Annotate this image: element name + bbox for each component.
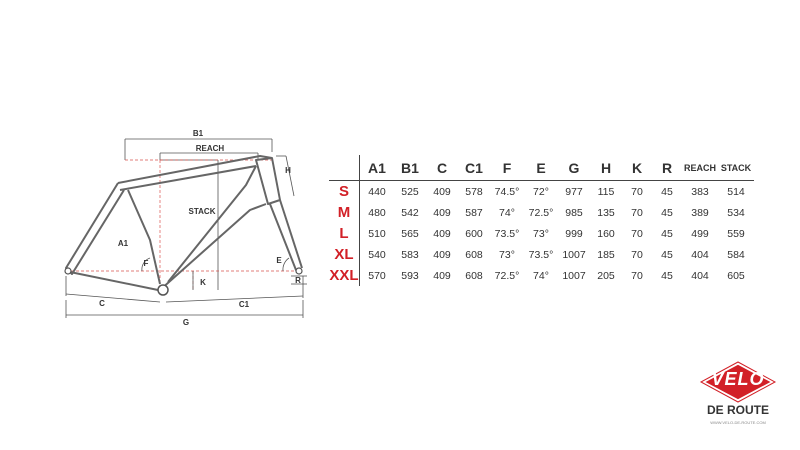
column-header: R — [652, 155, 682, 181]
column-header: F — [490, 155, 524, 181]
label-reach: REACH — [195, 144, 225, 153]
table-cell: 73.5° — [494, 227, 520, 240]
size-label: M — [329, 202, 360, 223]
table-cell: 525 — [401, 185, 419, 198]
size-column-header — [329, 155, 360, 181]
size-label: S — [329, 181, 360, 203]
logo-word: VELO — [711, 369, 765, 389]
logo-subtitle: DE ROUTE — [706, 403, 769, 417]
table-cell: 499 — [691, 227, 709, 240]
table-cell: 404 — [691, 269, 709, 282]
table-cell: 608 — [465, 248, 483, 261]
front-axle — [296, 268, 302, 274]
table-cell: 985 — [565, 206, 583, 219]
table-cell: 409 — [433, 227, 451, 240]
label-g: G — [182, 318, 190, 327]
table-cell: 135 — [597, 206, 615, 219]
table-cell: 440 — [368, 185, 386, 198]
rear-axle — [65, 268, 71, 274]
table-cell: 45 — [661, 248, 673, 261]
label-stack: STACK — [188, 207, 216, 216]
table-cell: 205 — [597, 269, 615, 282]
table-cell: 160 — [597, 227, 615, 240]
bottom-bracket — [158, 285, 168, 295]
table-cell: 70 — [631, 206, 643, 219]
table-cell: 74.5° — [494, 185, 520, 198]
table-cell: 570 — [368, 269, 386, 282]
table-cell: 409 — [433, 269, 451, 282]
table-cell: 185 — [597, 248, 615, 261]
table-cell: 534 — [727, 206, 745, 219]
label-c1: C1 — [238, 300, 250, 309]
table-cell: 600 — [465, 227, 483, 240]
velo-de-route-logo — [698, 360, 778, 440]
column-header: H — [590, 155, 622, 181]
table-cell: 480 — [368, 206, 386, 219]
table-cell: 584 — [727, 248, 745, 261]
table-cell: 70 — [631, 227, 643, 240]
label-e: E — [276, 256, 282, 265]
table-cell: 409 — [433, 248, 451, 261]
table-cell: 559 — [727, 227, 745, 240]
column-header: C1 — [458, 155, 490, 181]
table-cell: 383 — [691, 185, 709, 198]
column-header: STACK — [718, 155, 754, 181]
table-cell: 565 — [401, 227, 419, 240]
table-cell: 115 — [597, 185, 615, 198]
table-cell: 540 — [368, 248, 386, 261]
table-cell: 608 — [465, 269, 483, 282]
table-cell: 72° — [533, 185, 549, 198]
table-cell: 72.5° — [494, 269, 520, 282]
table-cell: 583 — [401, 248, 419, 261]
table-cell: 514 — [727, 185, 745, 198]
label-c: C — [99, 299, 105, 308]
table-row — [329, 223, 754, 244]
table-cell: 605 — [727, 269, 745, 282]
table-cell: 45 — [661, 227, 673, 240]
table-header-row — [329, 155, 754, 181]
logo-url: WWW.VELO-DE-ROUTE.COM — [710, 420, 766, 425]
table-cell: 73° — [533, 227, 549, 240]
column-header: B1 — [394, 155, 426, 181]
table-cell: 45 — [661, 206, 673, 219]
table-cell: 74° — [533, 269, 549, 282]
table-cell: 510 — [368, 227, 386, 240]
table-cell: 977 — [565, 185, 583, 198]
table-row — [329, 181, 754, 203]
table-row — [329, 202, 754, 223]
size-label: XL — [329, 244, 360, 265]
table-cell: 72.5° — [528, 206, 554, 219]
table-cell: 45 — [661, 185, 673, 198]
label-f: F — [143, 259, 149, 268]
table-cell: 1007 — [562, 248, 586, 261]
column-header: REACH — [682, 155, 718, 181]
table-cell: 409 — [433, 206, 451, 219]
table-cell: 404 — [691, 248, 709, 261]
column-header: C — [426, 155, 458, 181]
table-cell: 73° — [499, 248, 515, 261]
column-header: A1 — [360, 155, 395, 181]
table-cell: 389 — [691, 206, 709, 219]
column-header: G — [558, 155, 590, 181]
table-cell: 74° — [499, 206, 515, 219]
table-cell: 70 — [631, 185, 643, 198]
c1-dimension — [166, 276, 303, 302]
table-cell: 409 — [433, 185, 451, 198]
table-cell: 70 — [631, 269, 643, 282]
table-row — [329, 265, 754, 286]
table-cell: 999 — [565, 227, 583, 240]
label-k: K — [200, 278, 206, 287]
table-cell: 542 — [401, 206, 419, 219]
label-b1: B1 — [192, 129, 204, 138]
size-label: L — [329, 223, 360, 244]
geometry-table — [329, 155, 754, 286]
table-cell: 73.5° — [528, 248, 554, 261]
table-cell: 578 — [465, 185, 483, 198]
table-cell: 45 — [661, 269, 673, 282]
label-r: R — [295, 276, 301, 285]
head-angle-arc — [283, 258, 289, 271]
table-cell: 70 — [631, 248, 643, 261]
table-cell: 587 — [465, 206, 483, 219]
bike-frame — [66, 156, 302, 290]
label-a1: A1 — [117, 239, 129, 248]
table-cell: 1007 — [562, 269, 586, 282]
table-cell: 593 — [401, 269, 419, 282]
stack-dimension — [160, 160, 218, 290]
label-h: H — [285, 166, 291, 175]
table-row — [329, 244, 754, 265]
size-label: XXL — [329, 267, 359, 284]
column-header: K — [622, 155, 652, 181]
column-header: E — [524, 155, 558, 181]
